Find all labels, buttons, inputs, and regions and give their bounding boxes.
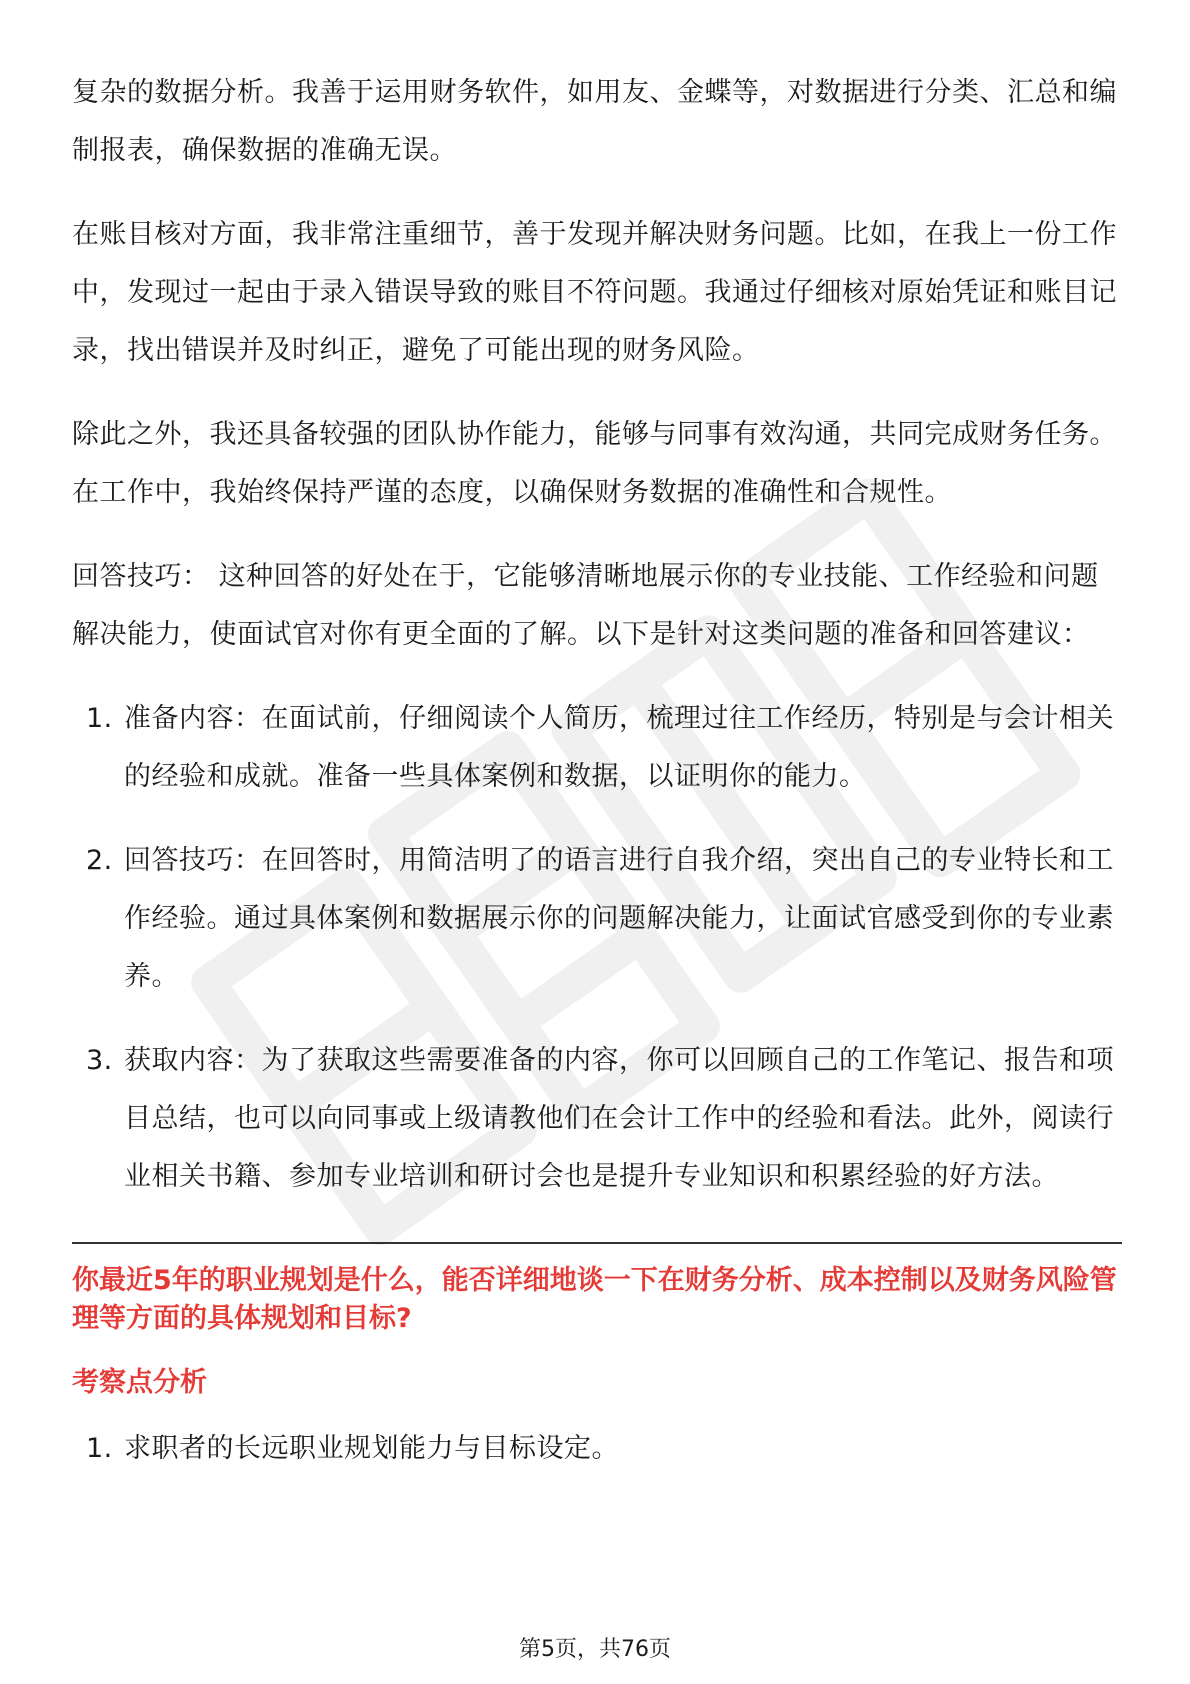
list-item-text: 准备内容：在面试前，仔细阅读个人简历，梳理过往工作经历，特别是与会计相关的经验和成就。准备一些具体案例和数据，以证明你的能力。 — [124, 703, 1114, 792]
list-item — [72, 832, 1122, 1006]
paragraph-data-analysis: 复杂的数据分析。我善于运用财务软件，如用友、金蝶等，对数据进行分类、汇总和编制报表，确保数据的准确无误。 — [72, 77, 1117, 166]
list-item — [72, 690, 1122, 806]
list-item-text: 回答技巧：在回答时，用简洁明了的语言进行自我介绍，突出自己的专业特长和工作经验。通过具体案例和数据展示你的问题解决能力，让面试官感受到你的专业素养。 — [124, 845, 1114, 992]
document-body — [72, 64, 1122, 1504]
list-number: 2. — [86, 845, 113, 876]
tips-list — [72, 690, 1122, 1206]
list-number: 1. — [86, 703, 113, 734]
analysis-list — [72, 1420, 1122, 1478]
page-footer: 第5页，共76页 — [519, 1637, 671, 1662]
list-item — [72, 1032, 1122, 1206]
list-number: 3. — [86, 1045, 113, 1076]
list-item-text: 获取内容：为了获取这些需要准备的内容，你可以回顾自己的工作笔记、报告和项目总结，也可以向同事或上级请教他们在会计工作中的经验和看法。此外，阅读行业相关书籍、参加专业培训和研讨会也是提升专业知识和积累经验的好方法。 — [124, 1045, 1114, 1192]
paragraph-answer-tips: 回答技巧： 这种回答的好处在于，它能够清晰地展示你的专业技能、工作经验和问题解决能力，使面试官对你有更全面的了解。以下是针对这类问题的准备和回答建议： — [72, 561, 1099, 650]
list-number: 1. — [86, 1433, 113, 1464]
paragraph-teamwork: 除此之外，我还具备较强的团队协作能力，能够与同事有效沟通，共同完成财务任务。在工作中，我始终保持严谨的态度，以确保财务数据的准确性和合规性。 — [72, 419, 1117, 508]
question-heading: 你最近5年的职业规划是什么，能否详细地谈一下在财务分析、成本控制以及财务风险管理等方面的具体规划和目标? — [72, 1265, 1117, 1334]
section-title: 考察点分析 — [72, 1367, 207, 1398]
list-item-text: 求职者的长远职业规划能力与目标设定。 — [124, 1433, 619, 1464]
paragraph-account-check: 在账目核对方面，我非常注重细节，善于发现并解决财务问题。比如，在我上一份工作中，发现过一起由于录入错误导致的账目不符问题。我通过仔细核对原始凭证和账目记录，找出错误并及时纠正，避免了可能出现的财务风险。 — [72, 219, 1117, 366]
list-item — [72, 1420, 1122, 1478]
section-divider — [72, 1242, 1122, 1244]
